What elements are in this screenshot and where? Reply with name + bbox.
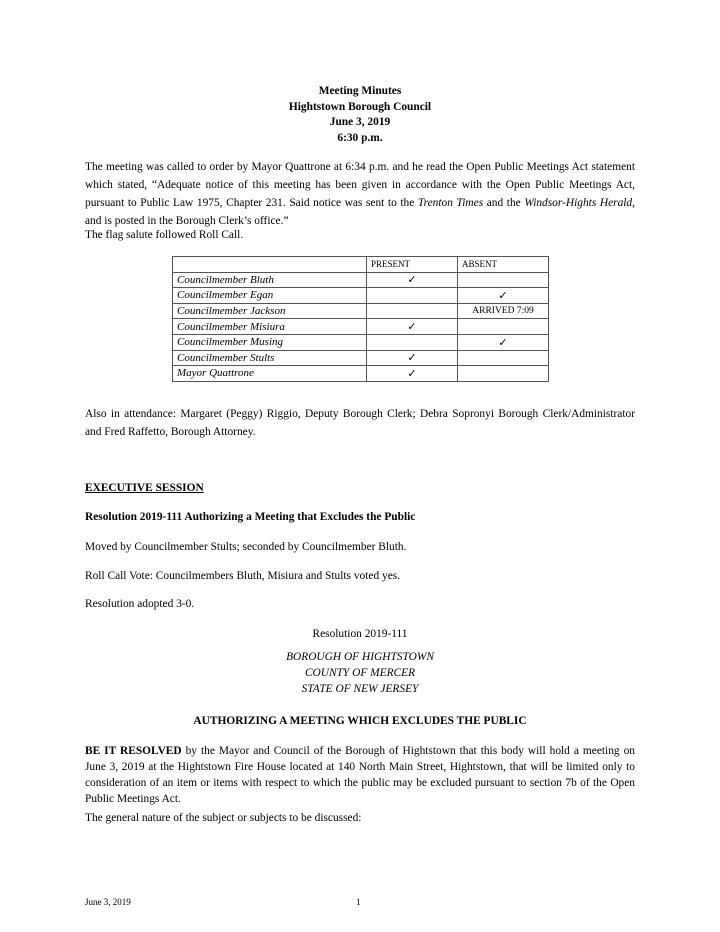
intro-text-end: , and is posted in the Borough Clerk’s office.”	[85, 197, 635, 227]
header-date: June 3, 2019	[329, 116, 391, 128]
jurisdiction-block	[0, 649, 720, 697]
intro-text-and: and the	[483, 197, 525, 209]
table-header-row	[173, 257, 549, 273]
borough-line: BOROUGH OF HIGHTSTOWN	[286, 651, 434, 663]
header-absent: ABSENT	[458, 257, 549, 273]
absent-cell	[458, 366, 549, 382]
member-name: Councilmember Egan	[173, 288, 367, 304]
roll-call-table	[172, 256, 549, 382]
resolved-paragraph	[85, 743, 635, 807]
absent-cell	[458, 272, 549, 288]
resolution-title: AUTHORIZING A MEETING WHICH EXCLUDES THE PUBLIC	[193, 715, 527, 727]
arrived-note: ARRIVED 7:09	[458, 303, 549, 319]
table-row	[173, 303, 549, 319]
member-name: Councilmember Misiura	[173, 319, 367, 335]
adopted-text: Resolution adopted 3-0.	[85, 598, 195, 610]
document-header	[0, 84, 720, 146]
resolution-heading: Resolution 2019-111 Authorizing a Meeting that Excludes the Public	[85, 511, 416, 523]
table-row	[173, 350, 549, 366]
table-row	[173, 272, 549, 288]
present-check: ✓	[367, 366, 458, 382]
absent-cell	[458, 350, 549, 366]
member-name: Councilmember Musing	[173, 334, 367, 350]
member-name: Councilmember Bluth	[173, 272, 367, 288]
absent-check: ✓	[458, 334, 549, 350]
resolved-text: by the Mayor and Council of the Borough of Hightstown that this body will hold a meeting on June 3, 2019 at the Hightstown Fire House located at 140 North Main Street, Hightstown, that will be limited only to consideration of an item or items with respect to which the public may be excluded pursuant to section 7b of the Open Public Meetings Act.	[85, 745, 635, 805]
resolved-lead: BE IT RESOLVED	[85, 745, 182, 757]
county-line: COUNTY OF MERCER	[304, 667, 416, 679]
header-blank-cell	[173, 257, 367, 273]
absent-check: ✓	[458, 288, 549, 304]
present-check: ✓	[367, 272, 458, 288]
trenton-times: Trenton Times	[417, 197, 484, 209]
footer-date: June 3, 2019	[85, 897, 131, 907]
roll-call-vote-text: Roll Call Vote: Councilmembers Bluth, Misiura and Stults voted yes.	[85, 570, 401, 582]
table-row	[173, 334, 549, 350]
member-name: Councilmember Stults	[173, 350, 367, 366]
present-check: ✓	[367, 319, 458, 335]
nature-text: The general nature of the subject or subjects to be discussed:	[85, 812, 362, 824]
absent-cell	[458, 319, 549, 335]
moved-text: Moved by Councilmember Stults; seconded by Councilmember Bluth.	[85, 541, 407, 553]
resolution-number: Resolution 2019-111	[312, 628, 408, 640]
intro-text: The meeting was called to order by Mayor Quattrone at 6:34 p.m. and he read the Open Public Meetings Act statement which stated, “Adequate notice of this meeting has been given in accordance with the Open Public Meetings Act, pursuant to Public Law 1975, Chapter 231. Said notice was sent to the	[85, 161, 635, 209]
present-check: ✓	[367, 350, 458, 366]
intro-paragraph	[85, 158, 635, 230]
executive-session-heading: EXECUTIVE SESSION	[85, 482, 204, 494]
header-council: Hightstown Borough Council	[288, 100, 432, 113]
windsor-herald: Windsor-Hights Herald	[524, 197, 633, 209]
header-present: PRESENT	[367, 257, 458, 273]
flag-salute-text: The flag salute followed Roll Call.	[85, 229, 244, 241]
present-check	[367, 303, 458, 319]
present-check	[367, 334, 458, 350]
header-time: 6:30 p.m.	[337, 131, 383, 144]
member-name: Councilmember Jackson	[173, 303, 367, 319]
state-line: STATE OF NEW JERSEY	[301, 683, 419, 695]
table-row	[173, 366, 549, 382]
page-number: 1	[356, 897, 361, 907]
attendance-text: Also in attendance: Margaret (Peggy) Riggio, Deputy Borough Clerk; Debra Sopronyi Borough Clerk/Administrator and Fred Raffetto, Borough Attorney.	[85, 408, 635, 438]
table-row	[173, 288, 549, 304]
present-check	[367, 288, 458, 304]
member-name: Mayor Quattrone	[173, 366, 367, 382]
header-title: Meeting Minutes	[318, 85, 402, 97]
table-row	[173, 319, 549, 335]
